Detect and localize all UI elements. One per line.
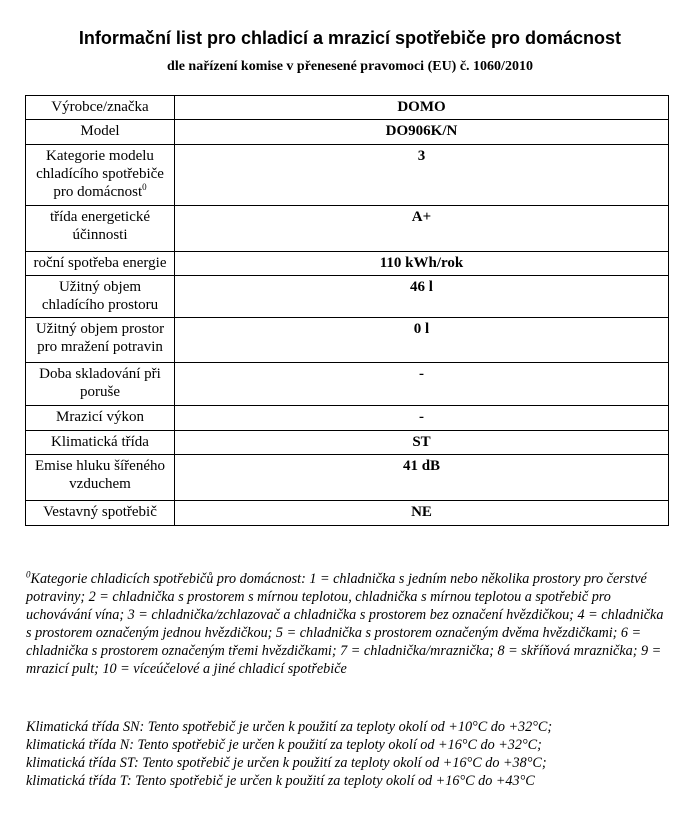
row-value: - <box>175 406 669 431</box>
row-value: ST <box>175 431 669 455</box>
climate-note-st: klimatická třída ST: Tento spotřebič je určen k použití za teploty okolí od +16°C do +38°C; <box>26 755 547 771</box>
table-row <box>26 120 669 145</box>
page-subtitle: dle nařízení komise v přenesené pravomoci (EU) č. 1060/2010 <box>167 59 533 74</box>
climate-class-notes <box>26 718 671 790</box>
table-row <box>26 406 669 431</box>
table-row <box>26 363 669 406</box>
footnote-text: Kategorie chladicích spotřebičů pro domácnost: 1 = chladnička s jedním nebo několika prostory pro čerstvé potraviny; 2 = chladnička s prostorem s mírnou teplotou, chladnička s mírnou teplotou a spotřebič pro uchovávání vína; 3 = chladnička/zchlazovač a chladnička s prostorem bez označení hvězdičkou; 4 = chladnička s prostorem označeným jednou hvězdičkou; 5 = chladnička s prostorem označeným dvěma hvězdičkami; 6 = chladnička s prostorem označeným třemi hvězdičkami; 7 = chladnička/mraznička; 8 = skříňová mraznička; 9 = mrazicí pult; 10 = víceúčelové a jiné chladicí spotřebiče <box>26 571 664 677</box>
row-label: roční spotřeba energie <box>26 252 175 276</box>
row-value: - <box>175 363 669 406</box>
row-label <box>26 145 175 206</box>
climate-note-sn: Klimatická třída SN: Tento spotřebič je určen k použití za teploty okolí od +10°C do +32°C; <box>26 719 553 735</box>
row-value: NE <box>175 501 669 526</box>
climate-note-t: klimatická třída T: Tento spotřebič je určen k použití za teploty okolí od +16°C do +43°C <box>26 773 535 789</box>
row-label: Užitný objem chladícího prostoru <box>26 276 175 318</box>
category-footnote <box>26 570 671 678</box>
row-label: Výrobce/značka <box>26 96 175 120</box>
row-value: DOMO <box>175 96 669 120</box>
spec-table <box>25 95 669 526</box>
row-value: DO906K/N <box>175 120 669 145</box>
table-row <box>26 206 669 252</box>
climate-note-n: klimatická třída N: Tento spotřebič je určen k použití za teploty okolí od +16°C do +32°C; <box>26 737 542 753</box>
table-row <box>26 318 669 363</box>
row-value: 3 <box>175 145 669 206</box>
table-row <box>26 252 669 276</box>
row-label: Emise hluku šířeného vzduchem <box>26 455 175 501</box>
table-row <box>26 276 669 318</box>
row-label: Model <box>26 120 175 145</box>
row-value: A+ <box>175 206 669 252</box>
table-row <box>26 431 669 455</box>
table-row <box>26 455 669 501</box>
row-value: 110 kWh/rok <box>175 252 669 276</box>
row-label: Vestavný spotřebič <box>26 501 175 526</box>
table-row <box>26 96 669 120</box>
row-label: Klimatická třída <box>26 431 175 455</box>
row-value: 41 dB <box>175 455 669 501</box>
footnote-marker: 0 <box>142 182 147 192</box>
row-value: 0 l <box>175 318 669 363</box>
row-label: Mrazicí výkon <box>26 406 175 431</box>
row-label-text: Kategorie modelu chladícího spotřebiče pro domácnost <box>36 148 164 200</box>
row-label: třída energetické účinnosti <box>26 206 175 252</box>
row-label: Užitný objem prostor pro mražení potravin <box>26 318 175 363</box>
table-row <box>26 145 669 206</box>
row-value: 46 l <box>175 276 669 318</box>
page-title: Informační list pro chladicí a mrazicí spotřebiče pro domácnost <box>78 28 622 48</box>
table-row <box>26 501 669 526</box>
row-label: Doba skladování při poruše <box>26 363 175 406</box>
footnote-marker: 0 <box>26 569 31 580</box>
